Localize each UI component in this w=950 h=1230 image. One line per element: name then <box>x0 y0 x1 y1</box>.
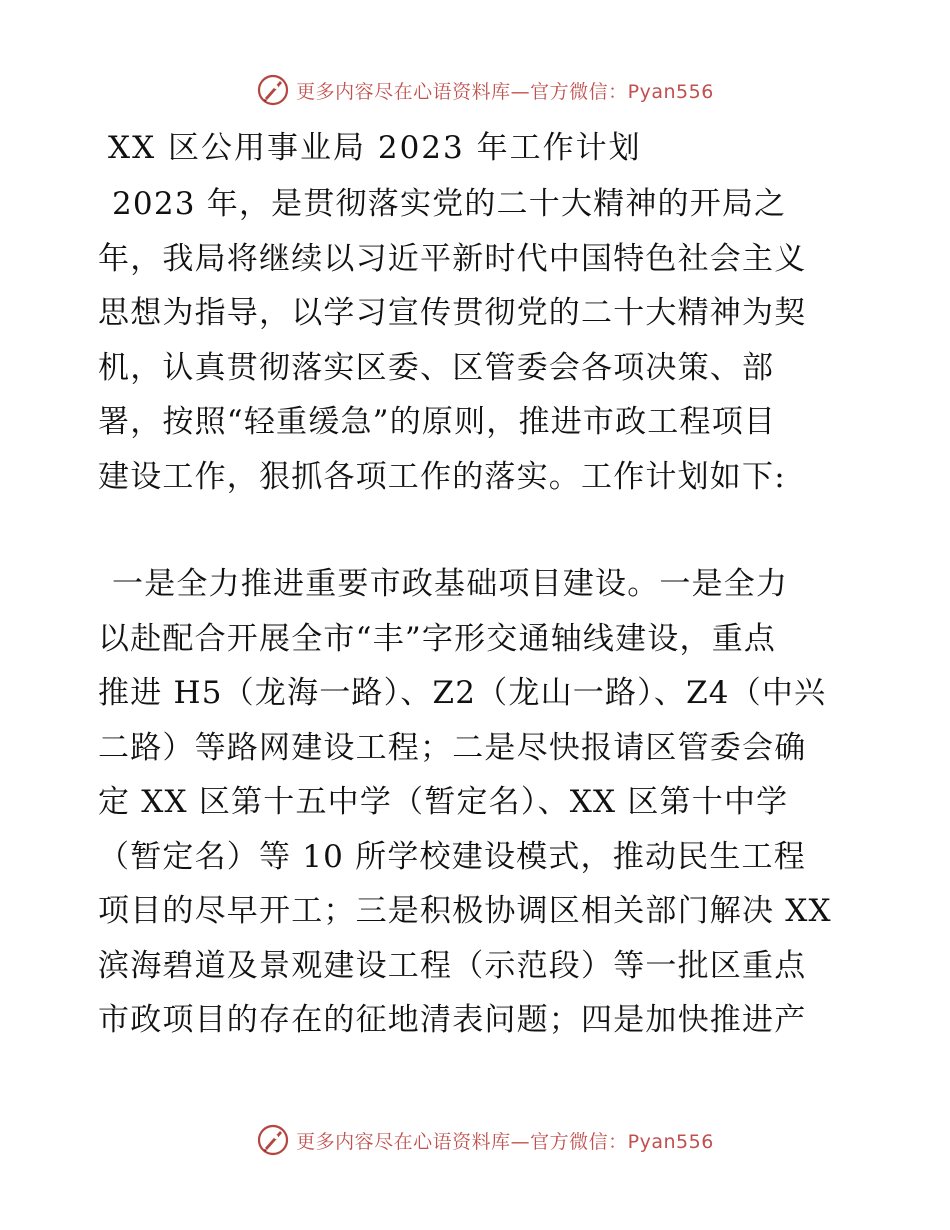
paragraph-line: （暂定名）等 10 所学校建设模式，推动民生工程 <box>98 838 806 875</box>
paragraph-line: 机，认真贯彻落实区委、区管委会各项决策、部 <box>98 349 775 386</box>
paragraph-line: 2023 年，是贯彻落实党的二十大精神的开局之 <box>112 186 787 222</box>
paragraph-line: 年，我局将继续以习近平新时代中国特色社会主义 <box>98 240 807 277</box>
feather-pen-logo-icon <box>256 73 290 107</box>
header-watermark <box>0 70 950 110</box>
paragraph-line: 署，按照“轻重缓急”的原则，推进市政工程项目 <box>98 404 777 440</box>
paragraph-line: 以赴配合开展全市“丰”字形交通轴线建设，重点 <box>98 620 777 657</box>
paragraph-line: 推进 H5（龙海一路）、Z2（龙山一路）、Z4（中兴 <box>98 675 827 711</box>
section-one-paragraph <box>98 557 858 1048</box>
intro-paragraph <box>98 177 858 504</box>
paragraph-line: 项目的尽早开工；三是积极协调区相关部门解决 XX <box>98 893 832 929</box>
document-title: XX 区公用事业局 2023 年工作计划 <box>108 130 642 166</box>
paragraph-line: 市政项目的存在的征地清表问题；四是加快推进产 <box>98 1002 807 1038</box>
paragraph-line: 一是全力推进重要市政基础项目建设。一是全力 <box>112 566 789 602</box>
watermark-group <box>256 73 714 107</box>
paragraph-line: 定 XX 区第十五中学（暂定名）、XX 区第十中学 <box>98 784 789 820</box>
paragraph-line: 思想为指导，以学习宣传贯彻党的二十大精神为契 <box>98 295 807 331</box>
footer-watermark <box>0 1120 950 1160</box>
paragraph-line: 二路）等路网建设工程；二是尽快报请区管委会确 <box>98 729 807 766</box>
paragraph-line: 建设工作，狠抓各项工作的落实。工作计划如下: <box>98 458 786 495</box>
watermark-group <box>256 1123 714 1157</box>
paragraph-line: 滨海碧道及景观建设工程（示范段）等一批区重点 <box>98 947 807 984</box>
feather-pen-logo-icon <box>256 1123 290 1157</box>
watermark-text: 更多内容尽在心语资料库—官方微信：Pyan556 <box>296 80 714 103</box>
watermark-text: 更多内容尽在心语资料库—官方微信：Pyan556 <box>296 1130 714 1153</box>
